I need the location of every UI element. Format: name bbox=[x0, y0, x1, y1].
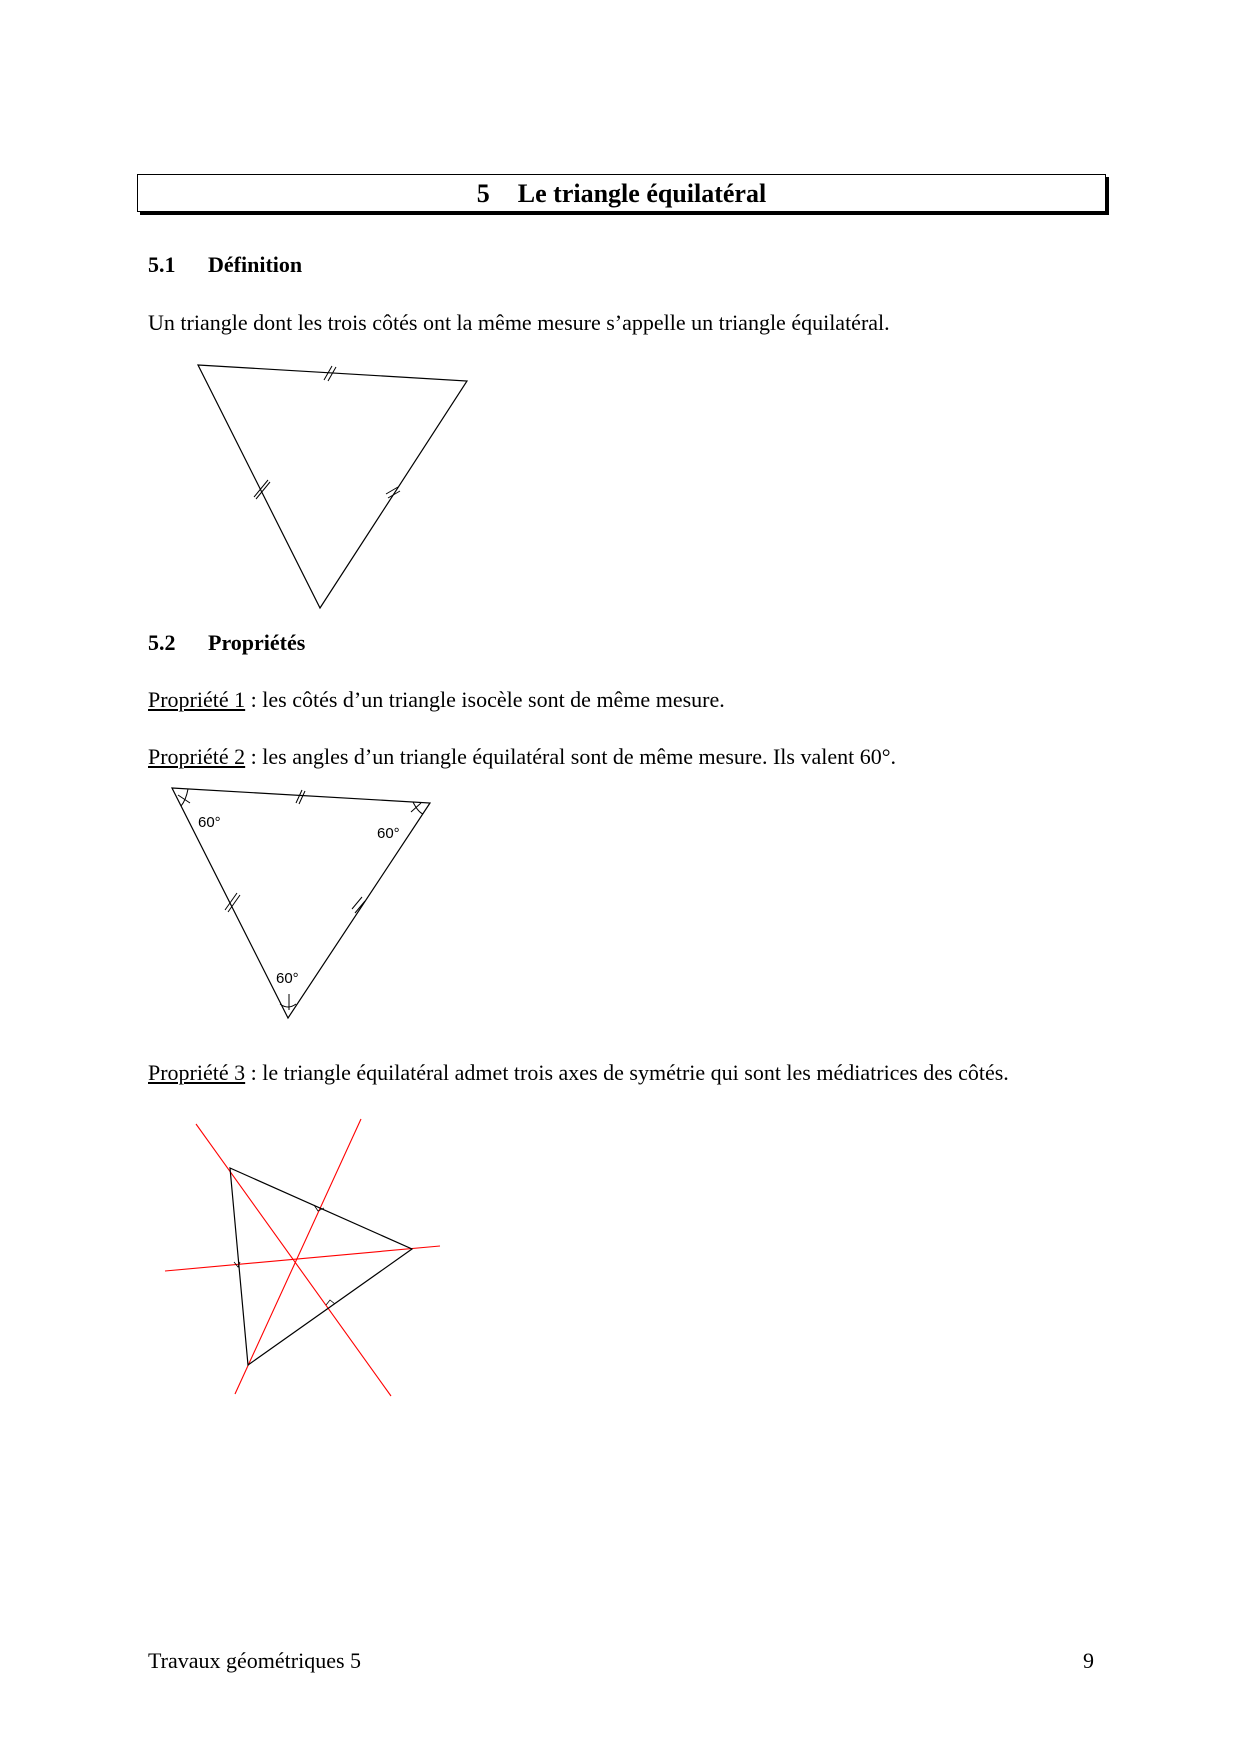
right-angle-marks bbox=[234, 1205, 335, 1305]
property-label: Propriété 2 bbox=[148, 744, 246, 769]
chapter-number: 5 bbox=[476, 179, 490, 208]
property-text: : le triangle équilatéral admet trois axes de symétrie qui sont les médiatrices des côtés. bbox=[245, 1060, 1009, 1085]
symmetry-axes bbox=[165, 1119, 440, 1396]
page-number: 9 bbox=[1083, 1648, 1094, 1673]
axis-line bbox=[196, 1124, 391, 1396]
triangle-outline bbox=[230, 1168, 412, 1365]
footer-left: Travaux géométriques 5 bbox=[148, 1648, 362, 1673]
chapter-title-text: Le triangle équilatéral bbox=[517, 179, 767, 208]
section-title: Propriétés bbox=[208, 630, 306, 655]
section-title: Définition bbox=[208, 252, 303, 277]
property-text: : les côtés d’un triangle isocèle sont de même mesure. bbox=[245, 687, 725, 712]
angle-label: 60° bbox=[276, 970, 299, 987]
section-number: 5.1 bbox=[148, 252, 176, 277]
section-number: 5.2 bbox=[148, 630, 176, 655]
angle-label: 60° bbox=[198, 814, 221, 831]
angle-label: 60° bbox=[377, 825, 400, 842]
definition-paragraph: Un triangle dont les trois côtés ont la même mesure s’appelle un triangle équilatéral. bbox=[148, 310, 890, 335]
property-text: : les angles d’un triangle équilatéral sont de même mesure. Ils valent 60°. bbox=[245, 744, 897, 769]
property-label: Propriété 1 bbox=[148, 687, 246, 712]
axis-line bbox=[235, 1119, 361, 1394]
property-label: Propriété 3 bbox=[148, 1060, 246, 1085]
